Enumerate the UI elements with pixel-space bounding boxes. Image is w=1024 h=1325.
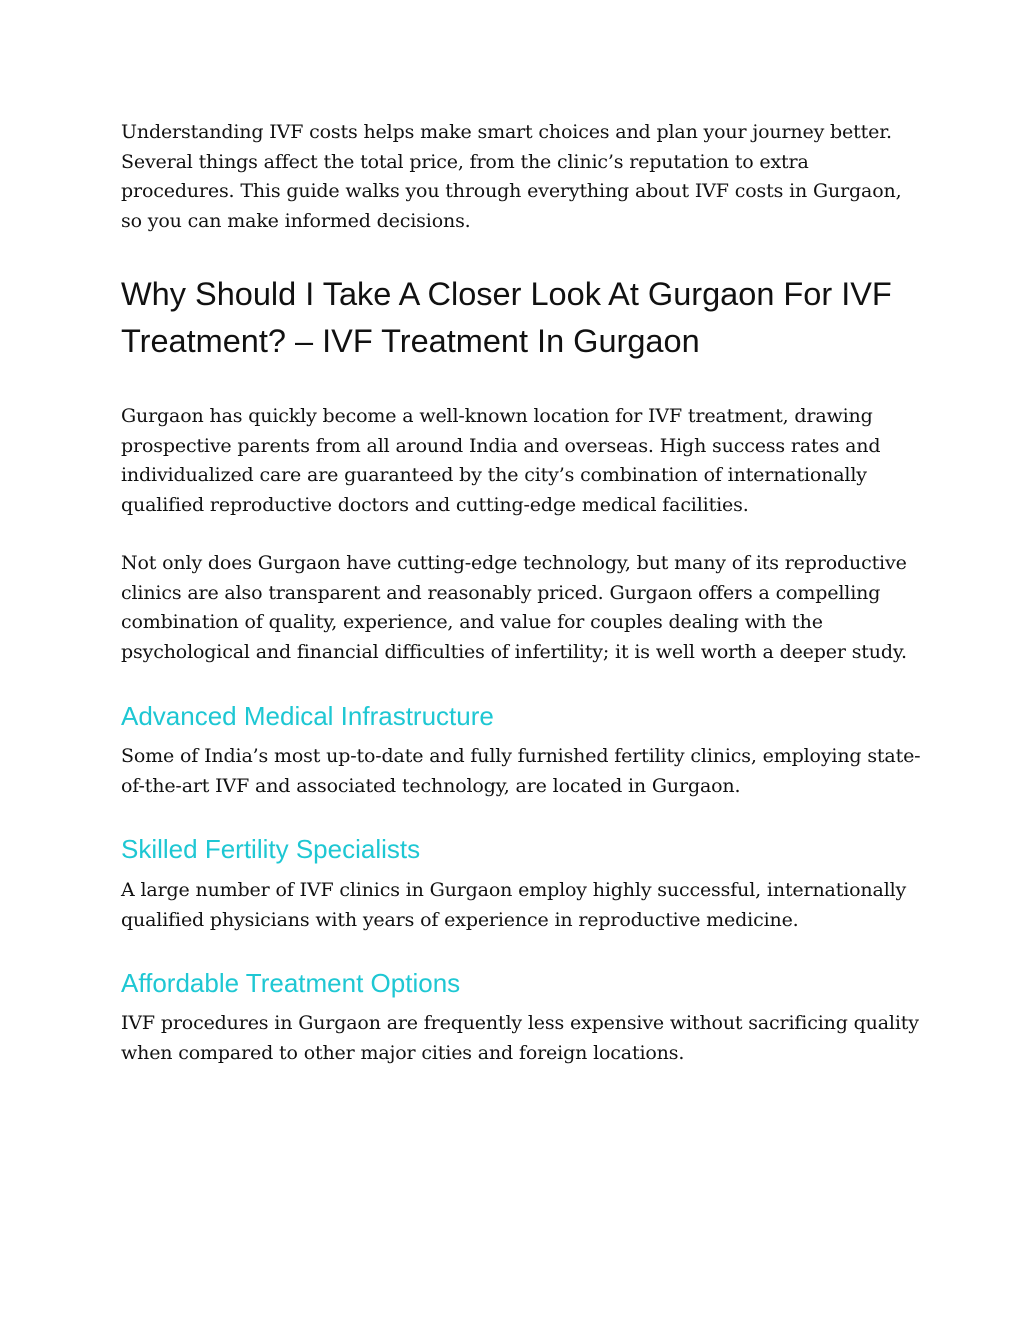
main-heading: Why Should I Take A Closer Look At Gurgaon For IVF Treatment? – IVF Treatment In Gurgaon (121, 276, 892, 359)
main-paragraph-2: Not only does Gurgaon have cutting-edge technology, but many of its reproductive clinics are also transparent and reasonably priced. Gurgaon offers a compelling combination of quality, experience, and value for couples dealing with the psychological and financial difficulties of infertility; it is well worth a deeper study. (121, 552, 907, 663)
section-heading-affordable: Affordable Treatment Options (121, 968, 461, 998)
main-paragraph-1: Gurgaon has quickly become a well-known location for IVF treatment, drawing prospective parents from all around India and overseas. High success rates and individualized care are guaranteed by the city’s combination of internationally qualified reproductive doctors and cutting-edge medical facilities. (121, 405, 881, 516)
intro-paragraph: Understanding IVF costs helps make smart choices and plan your journey better. Several things affect the total price, from the clinic’s reputation to extra procedures. This guide walks you through everything about IVF costs in Gurgaon, so you can make informed decisions. (121, 121, 902, 232)
section-body-affordable: IVF procedures in Gurgaon are frequently less expensive without sacrificing quality when compared to other major cities and foreign locations. (121, 1012, 919, 1064)
section-body-infrastructure: Some of India’s most up-to-date and fully furnished fertility clinics, employing state-of-the-art IVF and associated technology, are located in Gurgaon. (121, 745, 921, 797)
section-heading-specialists: Skilled Fertility Specialists (121, 834, 421, 864)
section-body-specialists: A large number of IVF clinics in Gurgaon employ highly successful, internationally qualified physicians with years of experience in reproductive medicine. (121, 879, 907, 931)
document-page (121, 118, 921, 1068)
section-heading-infrastructure: Advanced Medical Infrastructure (121, 701, 494, 731)
